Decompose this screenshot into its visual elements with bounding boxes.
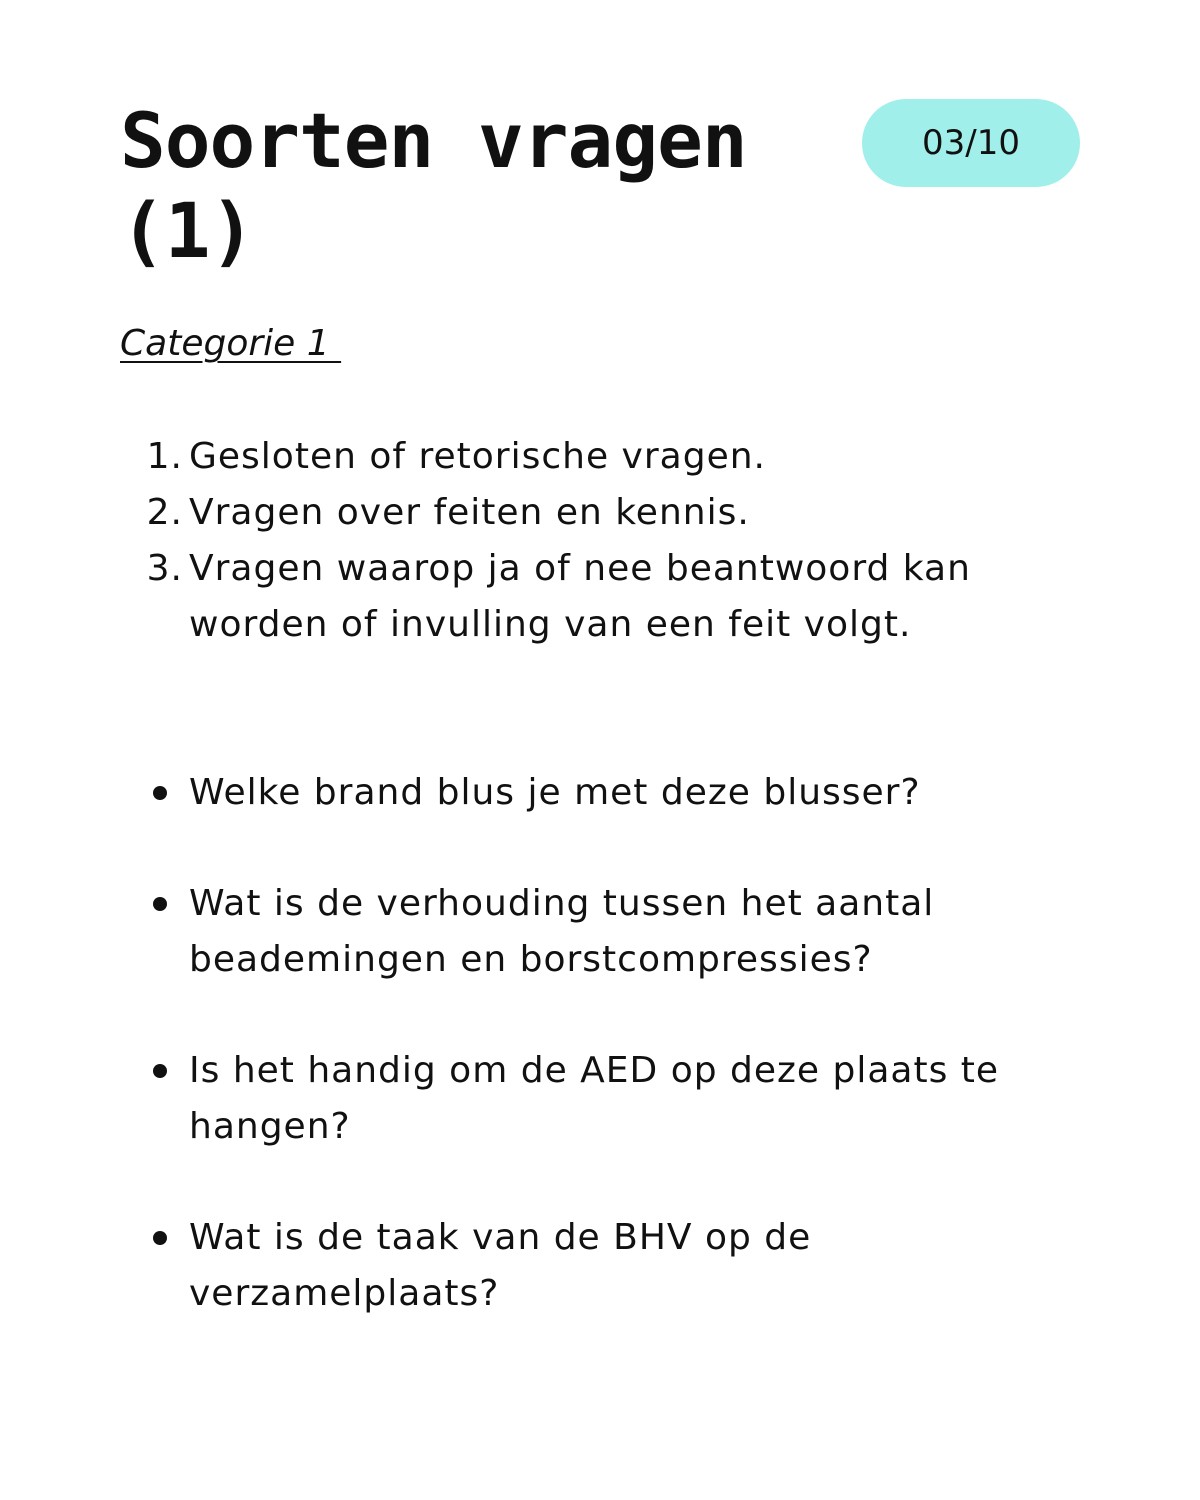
item-number: 3. (146, 548, 183, 589)
bullet-dot-icon (153, 786, 167, 800)
bullet-dot-icon (153, 1064, 167, 1078)
bullet-item (0, 876, 1009, 988)
bullet-item (0, 1210, 1009, 1322)
bullet-item (0, 765, 1009, 821)
bullet-item (0, 1043, 1009, 1155)
item-number: 1. (146, 436, 183, 477)
numbered-item (0, 429, 1009, 485)
bullet-text: Welke brand blus je met deze blusser? (189, 772, 921, 813)
item-text: Gesloten of retorische vragen. (189, 436, 766, 477)
bullet-text: Wat is de taak van de BHV op de verzamelplaats? (189, 1217, 812, 1314)
bullet-text: Is het handig om de AED op deze plaats te hangen? (189, 1050, 1000, 1147)
bullet-dot-icon (153, 897, 167, 911)
page-indicator-badge: 03/10 (862, 99, 1080, 187)
numbered-list (0, 429, 1200, 653)
numbered-item (0, 541, 1009, 653)
bullet-text: Wat is de verhouding tussen het aantal beademingen en borstcompressies? (189, 883, 935, 980)
example-questions-list (0, 765, 1200, 1377)
item-text: Vragen over feiten en kennis. (189, 492, 750, 533)
numbered-item (0, 485, 1009, 541)
page-title: Soorten vragen (1) (120, 96, 747, 275)
item-text: Vragen waarop ja of nee beantwoord kan worden of invulling van een feit volgt. (189, 548, 971, 645)
item-number: 2. (146, 492, 183, 533)
bullet-dot-icon (153, 1231, 167, 1245)
category-heading: Categorie 1 (120, 323, 342, 364)
